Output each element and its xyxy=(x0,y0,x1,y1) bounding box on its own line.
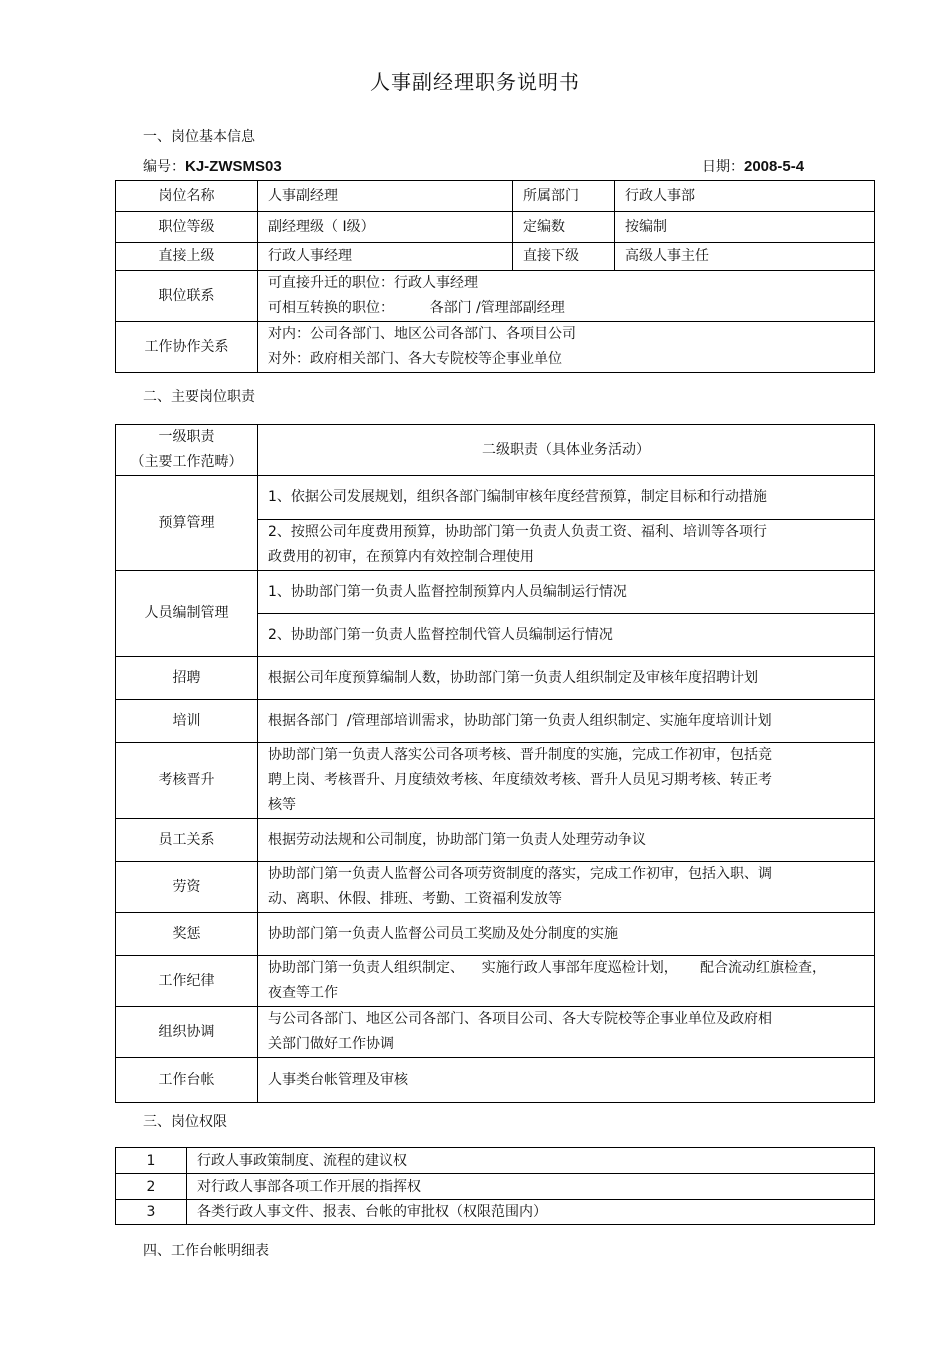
cell-line: 对内：公司各部门、地区公司各部门、各项目公司 xyxy=(268,326,576,342)
table-cell: 培训 xyxy=(116,700,258,743)
table-cell: 组织协调 xyxy=(116,1007,258,1058)
section-heading-ledger: 四、工作台帐明细表 xyxy=(143,1243,269,1259)
table-row xyxy=(116,819,875,862)
code-label: 编号： xyxy=(143,159,185,175)
table-cell xyxy=(258,1007,875,1058)
table-row xyxy=(116,1174,875,1200)
cell-line: 可直接升迁的职位：行政人事经理 xyxy=(268,275,478,291)
table-cell: 职位联系 xyxy=(116,271,258,322)
code-value: KJ-ZWSMS03 xyxy=(185,158,282,175)
table-cell xyxy=(258,520,875,571)
table-cell: 1 xyxy=(116,1148,187,1174)
date-value: 2008-5-4 xyxy=(744,158,805,175)
table-row xyxy=(116,956,875,1007)
table-cell: 按编制 xyxy=(615,212,875,243)
section-heading-authority: 三、岗位权限 xyxy=(143,1114,227,1130)
table-cell: 行政人事政策制度、流程的建议权 xyxy=(187,1148,875,1174)
duties-table xyxy=(115,424,875,1103)
cell-line: 核等 xyxy=(268,797,296,813)
cell-line: 聘上岗、考核晋升、月度绩效考核、年度绩效考核、晋升人员见习期考核、转正考 xyxy=(268,772,772,788)
table-cell: 招聘 xyxy=(116,657,258,700)
document-date xyxy=(702,156,804,176)
table-row xyxy=(116,657,875,700)
table-row xyxy=(116,271,875,322)
table-cell: 直接上级 xyxy=(116,243,258,271)
table-cell xyxy=(258,956,875,1007)
table-row xyxy=(116,571,875,614)
table-cell: 二级职责（具体业务活动） xyxy=(258,425,875,476)
table-cell: 2 xyxy=(116,1174,187,1200)
table-cell: 人员编制管理 xyxy=(116,571,258,657)
table-cell xyxy=(116,425,258,476)
table-cell: 行政人事经理 xyxy=(258,243,513,271)
cell-line: 对外：政府相关部门、各大专院校等企事业单位 xyxy=(268,351,562,367)
section-heading-basic-info: 一、岗位基本信息 xyxy=(143,129,255,145)
table-row xyxy=(116,1007,875,1058)
cell-line: 一级职责 xyxy=(158,429,215,445)
cell-line: （主要工作范畴） xyxy=(130,454,243,470)
table-cell: 定编数 xyxy=(513,212,615,243)
table-row xyxy=(116,700,875,743)
page-title: 人事副经理职务说明书 xyxy=(370,70,580,94)
table-row xyxy=(116,1200,875,1225)
table-cell: 人事类台帐管理及审核 xyxy=(258,1058,875,1103)
cell-line: 动、离职、休假、排班、考勤、工资福利发放等 xyxy=(268,891,562,907)
document-code xyxy=(143,156,282,176)
table-cell xyxy=(258,862,875,913)
table-cell: 协助部门第一负责人监督公司员工奖励及处分制度的实施 xyxy=(258,913,875,956)
table-row xyxy=(116,425,875,476)
table-cell: 1、协助部门第一负责人监督控制预算内人员编制运行情况 xyxy=(258,571,875,614)
table-cell xyxy=(258,322,875,373)
table-cell: 1、依据公司发展规划，组织各部门编制审核年度经营预算，制定目标和行动措施 xyxy=(258,476,875,520)
table-row xyxy=(116,322,875,373)
table-cell: 根据各部门 /管理部培训需求，协助部门第一负责人组织制定、实施年度培训计划 xyxy=(258,700,875,743)
table-cell: 劳资 xyxy=(116,862,258,913)
cell-line: 可相互转换的职位： 各部门 /管理部副经理 xyxy=(268,300,565,316)
cell-line: 夜查等工作 xyxy=(268,985,338,1001)
table-row xyxy=(116,913,875,956)
date-label: 日期： xyxy=(702,159,744,175)
table-cell: 根据公司年度预算编制人数，协助部门第一负责人组织制定及审核年度招聘计划 xyxy=(258,657,875,700)
table-cell: 人事副经理 xyxy=(258,181,513,212)
table-cell: 所属部门 xyxy=(513,181,615,212)
table-cell: 高级人事主任 xyxy=(615,243,875,271)
table-cell: 对行政人事部各项工作开展的指挥权 xyxy=(187,1174,875,1200)
table-cell: 职位等级 xyxy=(116,212,258,243)
table-cell: 行政人事部 xyxy=(615,181,875,212)
table-cell: 根据劳动法规和公司制度，协助部门第一负责人处理劳动争议 xyxy=(258,819,875,862)
cell-line: 2、按照公司年度费用预算，协助部门第一负责人负责工资、福利、培训等各项行 xyxy=(268,524,767,540)
cell-line: 协助部门第一负责人落实公司各项考核、晋升制度的实施，完成工作初审，包括竞 xyxy=(268,747,772,763)
table-cell: 奖惩 xyxy=(116,913,258,956)
table-row xyxy=(116,1058,875,1103)
basic-info-table xyxy=(115,180,875,373)
table-cell: 工作台帐 xyxy=(116,1058,258,1103)
cell-line: 与公司各部门、地区公司各部门、各项目公司、各大专院校等企事业单位及政府相 xyxy=(268,1011,772,1027)
table-cell: 考核晋升 xyxy=(116,743,258,819)
table-cell: 预算管理 xyxy=(116,476,258,571)
authority-table xyxy=(115,1147,875,1225)
table-row xyxy=(116,1148,875,1174)
table-cell: 岗位名称 xyxy=(116,181,258,212)
table-cell: 直接下级 xyxy=(513,243,615,271)
table-cell: 工作协作关系 xyxy=(116,322,258,373)
section-heading-duties: 二、主要岗位职责 xyxy=(143,389,255,405)
table-cell: 员工关系 xyxy=(116,819,258,862)
cell-line: 协助部门第一负责人组织制定、 实施行政人事部年度巡检计划， 配合流动红旗检查， xyxy=(268,960,827,976)
cell-line: 政费用的初审，在预算内有效控制合理使用 xyxy=(268,549,534,565)
cell-line: 关部门做好工作协调 xyxy=(268,1036,394,1052)
table-row xyxy=(116,181,875,212)
table-cell: 2、协助部门第一负责人监督控制代管人员编制运行情况 xyxy=(258,614,875,657)
table-cell: 副经理级（ Ⅰ级） xyxy=(258,212,513,243)
table-row xyxy=(116,476,875,520)
table-cell xyxy=(258,271,875,322)
table-cell: 各类行政人事文件、报表、台帐的审批权（权限范围内） xyxy=(187,1200,875,1225)
table-cell: 3 xyxy=(116,1200,187,1225)
cell-line: 协助部门第一负责人监督公司各项劳资制度的落实，完成工作初审，包括入职、调 xyxy=(268,866,772,882)
table-row xyxy=(116,743,875,819)
table-row xyxy=(116,243,875,271)
table-row xyxy=(116,212,875,243)
table-cell: 工作纪律 xyxy=(116,956,258,1007)
table-row xyxy=(116,862,875,913)
table-cell xyxy=(258,743,875,819)
